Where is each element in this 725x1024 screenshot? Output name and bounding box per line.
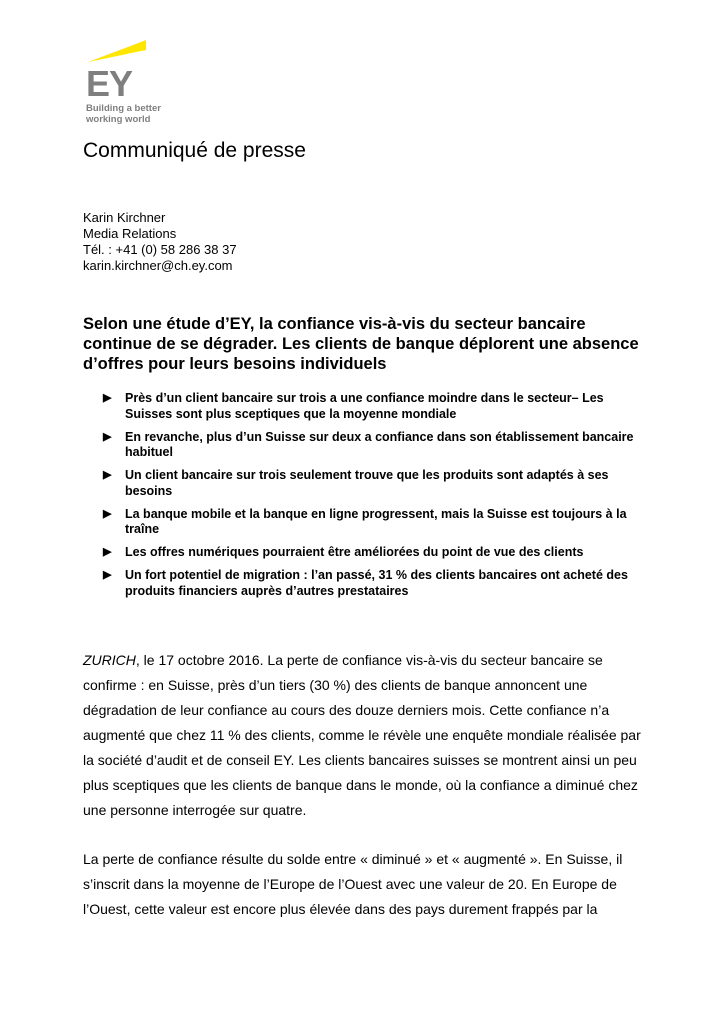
bullet-text: Un fort potentiel de migration : l’an passé, 31 % des clients bancaires ont acheté des produits financiers auprès d’autres prestataires bbox=[125, 568, 628, 598]
triangle-bullet-icon: ▶ bbox=[103, 569, 112, 581]
body-text bbox=[83, 648, 643, 946]
contact-block bbox=[83, 210, 237, 274]
list-item bbox=[103, 507, 648, 538]
contact-phone: Tél. : +41 (0) 58 286 38 37 bbox=[83, 242, 237, 257]
triangle-bullet-icon: ▶ bbox=[103, 392, 112, 404]
list-item bbox=[103, 568, 648, 599]
bullet-text: Près d’un client bancaire sur trois a une confiance moindre dans le secteur– Les Suisses sont plus sceptiques que la moyenne mondiale bbox=[125, 391, 604, 421]
list-item bbox=[103, 468, 648, 499]
contact-name: Karin Kirchner bbox=[83, 210, 166, 225]
bullet-text: En revanche, plus d’un Suisse sur deux a confiance dans son établissement bancaire habituel bbox=[125, 429, 634, 459]
paragraph-1-text: , le 17 octobre 2016. La perte de confiance vis-à-vis du secteur bancaire se confirme : en Suisse, près d’un tiers (30 %) des clients de banque annoncent une dégradation de leur confiance au cours des douze derniers mois. Cette confiance n’a augmenté que chez 11 % des clients, comme le révèle une enquête mondiale réalisée par la société d’audit et de conseil EY. Les clients bancaires suisses se montrent ainsi un peu plus sceptiques que les clients de banque dans le monde, où la confiance a diminué chez une personne interrogée sur quatre. bbox=[83, 652, 641, 818]
dateline-place: ZURICH bbox=[83, 652, 136, 668]
ey-tagline: Building a better working world bbox=[86, 103, 161, 125]
bullet-text: La banque mobile et la banque en ligne progressent, mais la Suisse est toujours à la traîne bbox=[125, 506, 627, 536]
list-item bbox=[103, 391, 648, 422]
body-paragraph-1 bbox=[83, 648, 643, 823]
list-item bbox=[103, 430, 648, 461]
ey-logo-letters: EY bbox=[86, 63, 133, 104]
bullet-list bbox=[103, 391, 648, 607]
bullet-text: Les offres numériques pourraient être améliorées du point de vue des clients bbox=[125, 545, 584, 559]
triangle-bullet-icon: ▶ bbox=[103, 469, 112, 481]
triangle-bullet-icon: ▶ bbox=[103, 546, 112, 558]
headline: Selon une étude d’EY, la confiance vis-à-vis du secteur bancaire continue de se dégrader. Les clients de banque déplorent une absence d’offres pour leurs besoins individuels bbox=[83, 315, 639, 373]
contact-role: Media Relations bbox=[83, 226, 177, 241]
list-item bbox=[103, 545, 648, 561]
bullet-text: Un client bancaire sur trois seulement trouve que les produits sont adaptés à ses besoins bbox=[125, 468, 609, 498]
triangle-bullet-icon: ▶ bbox=[103, 430, 112, 443]
page-title: Communiqué de presse bbox=[83, 139, 306, 162]
body-paragraph-2: La perte de confiance résulte du solde entre « diminué » et « augmenté ». En Suisse, il s’inscrit dans la moyenne de l’Europe de l’Ouest avec une valeur de 20. En Europe de l’Ouest, cette valeur est encore plus élevée dans des pays durement frappés par la bbox=[83, 851, 623, 917]
contact-email[interactable]: karin.kirchner@ch.ey.com bbox=[83, 258, 233, 273]
triangle-bullet-icon: ▶ bbox=[103, 507, 112, 520]
